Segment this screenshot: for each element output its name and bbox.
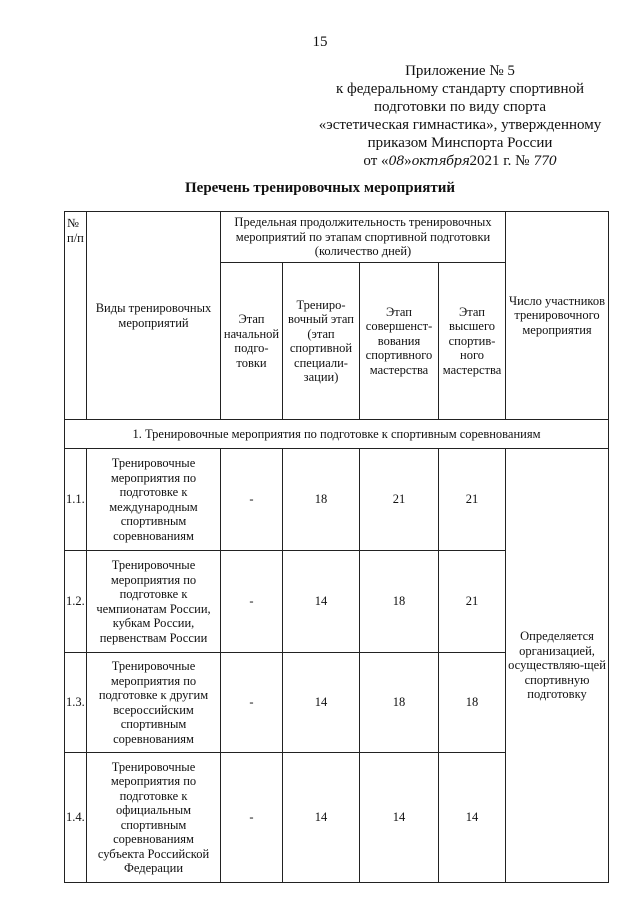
date-year: 2021 г. № — [469, 153, 534, 169]
cell-stage-training: 14 — [283, 551, 360, 653]
table-row — [65, 449, 609, 551]
cell-stage-highest: 14 — [439, 753, 506, 883]
header-stage-highest: Этап высшего спортив-ного мастерства — [439, 263, 506, 420]
header-kind: Виды тренировочных мероприятий — [87, 212, 221, 420]
training-events-table — [64, 211, 609, 883]
date-day-handwritten: 08 — [388, 154, 405, 169]
date-mid: » — [404, 153, 412, 169]
appendix-line-4: «эстетическая гимнастика», утвержденному — [318, 117, 602, 133]
section-title: 1. Тренировочные мероприятия по подготовке к спортивным соревнованиям — [65, 420, 609, 449]
appendix-line-1: Приложение № 5 — [405, 63, 515, 79]
header-stage-improvement: Этап совершенст-вования спортивного мастерства — [360, 263, 439, 420]
document-title: Перечень тренировочных мероприятий — [185, 180, 455, 196]
date-month-handwritten: октября — [411, 154, 470, 169]
row-name: Тренировочные мероприятия по подготовке к другим всероссийским спортивным соревнованиям — [87, 653, 221, 753]
date-prefix: от « — [363, 153, 389, 169]
appendix-date-line — [300, 152, 620, 171]
cell-stage-initial: - — [221, 551, 283, 653]
row-name: Тренировочные мероприятия по подготовке к официальным спортивным соревнованиям субъекта Российской Федерации — [87, 753, 221, 883]
header-row — [65, 212, 609, 263]
cell-stage-improvement: 18 — [360, 551, 439, 653]
cell-stage-improvement: 21 — [360, 449, 439, 551]
cell-stage-improvement: 18 — [360, 653, 439, 753]
header-duration: Предельная продолжительность тренировочных мероприятий по этапам спортивной подготовки (количество дней) — [221, 212, 506, 263]
row-name: Тренировочные мероприятия по подготовке к чемпионатам России, кубкам России, первенствам России — [87, 551, 221, 653]
cell-stage-initial: - — [221, 653, 283, 753]
cell-stage-initial: - — [221, 753, 283, 883]
participants-value: Определяется организацией, осуществляю-щей спортивную подготовку — [506, 449, 609, 883]
cell-stage-highest: 18 — [439, 653, 506, 753]
row-number: 1.1. — [65, 449, 87, 551]
order-number-handwritten: 770 — [533, 154, 557, 169]
row-number: 1.3. — [65, 653, 87, 753]
header-stage-initial: Этап начальной подго-товки — [221, 263, 283, 420]
row-number: 1.2. — [65, 551, 87, 653]
header-participants: Число участников тренировочного мероприятия — [506, 212, 609, 420]
cell-stage-highest: 21 — [439, 551, 506, 653]
cell-stage-highest: 21 — [439, 449, 506, 551]
cell-stage-initial: - — [221, 449, 283, 551]
header-number: № п/п — [65, 212, 87, 420]
cell-stage-training: 14 — [283, 753, 360, 883]
cell-stage-training: 14 — [283, 653, 360, 753]
appendix-block — [300, 62, 620, 171]
cell-stage-training: 18 — [283, 449, 360, 551]
appendix-line-3: подготовки по виду спорта — [374, 99, 546, 115]
header-stage-training: Трениро-вочный этап (этап спортивной специали-зации) — [283, 263, 360, 420]
section-row — [65, 420, 609, 449]
row-number: 1.4. — [65, 753, 87, 883]
appendix-line-2: к федеральному стандарту спортивной — [335, 81, 585, 97]
row-name: Тренировочные мероприятия по подготовке к международным спортивным соревнованиям — [87, 449, 221, 551]
cell-stage-improvement: 14 — [360, 753, 439, 883]
page-number: 15 — [312, 34, 328, 50]
appendix-line-5: приказом Минспорта России — [367, 135, 553, 151]
